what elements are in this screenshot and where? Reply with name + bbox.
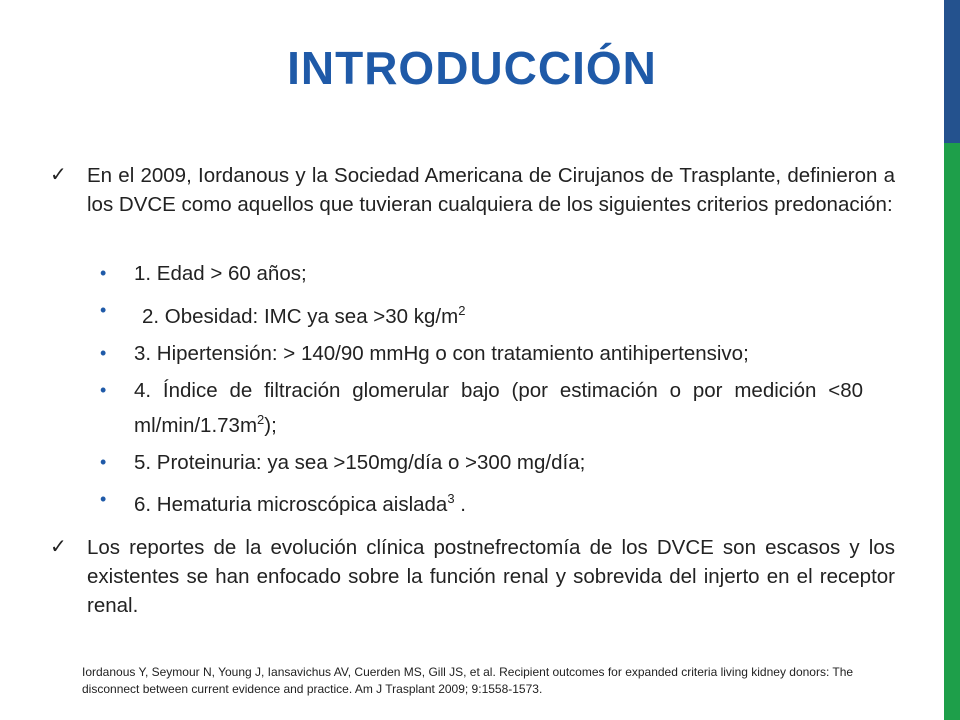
criteria-text-after: );	[264, 413, 277, 437]
criteria-list	[100, 259, 863, 527]
superscript: 2	[458, 303, 466, 318]
check-icon: ✓	[50, 164, 67, 186]
bullet-icon: •	[100, 300, 107, 320]
checklist-item-definition	[50, 161, 895, 219]
criteria-item-proteinuria	[100, 448, 863, 477]
criteria-item-hematuria	[100, 485, 863, 520]
criteria-text: 1. Edad > 60 años;	[134, 262, 307, 285]
criteria-text: 3. Hipertensión: > 140/90 mmHg o con tratamiento antihipertensivo;	[134, 341, 749, 365]
criteria-text: 5. Proteinuria: ya sea >150mg/día o >300 mg/día;	[134, 450, 586, 474]
slide-title: INTRODUCCIÓN	[287, 42, 657, 94]
bullet-icon: •	[100, 263, 107, 283]
criteria-text	[134, 493, 466, 516]
definition-text: En el 2009, Iordanous y la Sociedad Americana de Cirujanos de Trasplante, definieron a los DVCE como aquellos que tuvieran cualquiera de los siguientes criterios predonación:	[87, 164, 895, 216]
superscript: 2	[257, 411, 265, 427]
check-icon: ✓	[50, 536, 67, 558]
criteria-item-obesity	[100, 296, 863, 331]
criteria-text-main: 6. Hematuria microscópica aislada	[134, 493, 448, 517]
superscript: 3	[447, 491, 455, 507]
criteria-text	[134, 379, 863, 437]
reports-text: Los reportes de la evolución clínica postnefrectomía de los DVCE son escasos y los existentes se han enfocado sobre la función renal y sobrevida del injerto en el receptor renal.	[87, 536, 895, 617]
checklist-item-reports	[50, 533, 895, 620]
criteria-text-main: 2. Obesidad: IMC ya sea >30 kg/m	[142, 304, 459, 328]
bullet-icon: •	[100, 451, 107, 472]
criteria-item-gfr	[100, 376, 863, 440]
criteria-text	[134, 305, 465, 328]
criteria-text-after: .	[454, 493, 466, 517]
bullet-icon: •	[100, 488, 107, 509]
side-accent-bar-green	[944, 143, 960, 720]
criteria-item-age	[100, 259, 863, 288]
reference-citation: Iordanous Y, Seymour N, Young J, Iansavichus AV, Cuerden MS, Gill JS, et al. Recipient outcomes for expanded criteria living kidney donors: The disconnect between current evidence and practice. Am J Trasplant 2009; 9:1558-1573.	[82, 665, 854, 696]
bullet-icon: •	[100, 342, 107, 363]
criteria-text-main: 4. Índice de filtración glomerular bajo (por estimación o por medición <80 ml/min/1.73m	[134, 378, 863, 437]
side-accent-bar-blue	[944, 0, 960, 143]
criteria-item-hypertension	[100, 339, 863, 368]
bullet-icon: •	[100, 379, 107, 400]
